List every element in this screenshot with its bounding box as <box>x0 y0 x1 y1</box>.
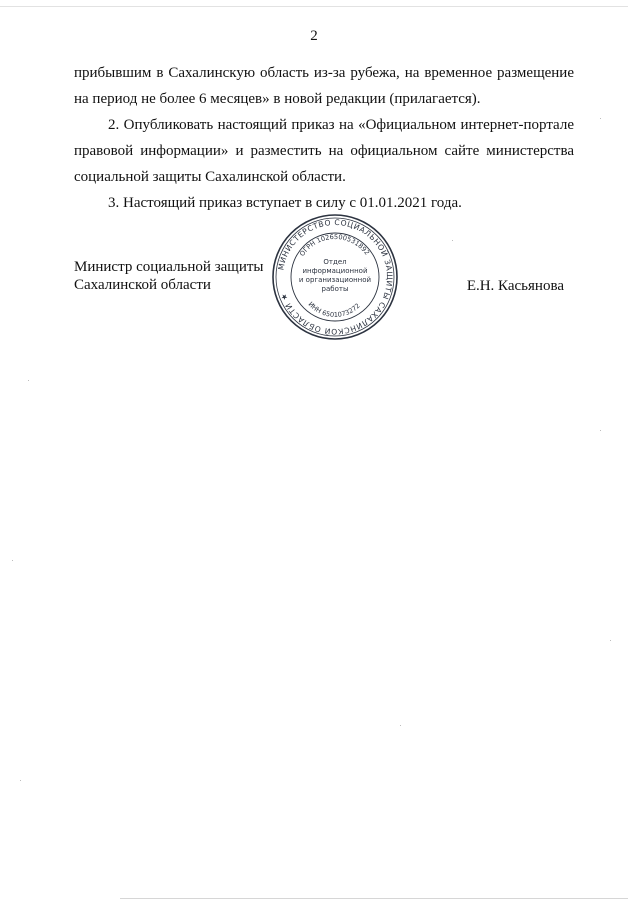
page-number: 2 <box>310 28 318 44</box>
scan-speck <box>600 118 601 119</box>
document-body <box>74 60 574 216</box>
scan-edge-bottom <box>120 898 628 899</box>
scan-speck <box>610 640 611 641</box>
signatory-name: Е.Н. Касьянова <box>466 278 564 294</box>
official-stamp <box>270 212 400 342</box>
paragraph-continuation: прибывшим в Сахалинскую область из-за рубежа, на временное размещение на период не более 6 месяцев» в новой редакции (прилагается). <box>74 65 574 107</box>
stamp-center-line4: работы <box>321 285 349 293</box>
stamp-center-line1: Отдел <box>323 258 347 266</box>
paragraph-3: 3. Настоящий приказ вступает в силу с 01.01.2021 года. <box>108 195 462 211</box>
scan-speck <box>28 380 29 381</box>
scan-speck <box>12 560 13 561</box>
stamp-outer-text: МИНИСТЕРСТВО СОЦИАЛЬНОЙ ЗАЩИТЫ САХАЛИНСКОЙ ОБЛАСТИ ★ <box>276 217 395 337</box>
signatory-position <box>74 258 264 294</box>
signatory-position-line2: Сахалинской области <box>74 277 211 293</box>
scan-speck <box>600 430 601 431</box>
scan-speck <box>452 240 453 241</box>
stamp-ogrn: ОГРН 1026500531892 <box>297 232 372 258</box>
stamp-inn: ИНН 6501073272 <box>306 300 362 320</box>
signatory-position-line1: Министр социальной защиты <box>74 259 264 275</box>
stamp-seal-icon <box>270 212 400 342</box>
stamp-center-line3: и организационной <box>298 276 372 284</box>
stamp-center-line2: информационной <box>302 267 368 275</box>
paragraph-2: 2. Опубликовать настоящий приказ на «Официальном интернет-портале правовой информации» и разместить на официальном сайте министерства социальной защиты Сахалинской области. <box>74 117 574 185</box>
scan-speck <box>20 780 21 781</box>
scan-edge-top <box>0 6 628 7</box>
scan-speck <box>400 725 401 726</box>
